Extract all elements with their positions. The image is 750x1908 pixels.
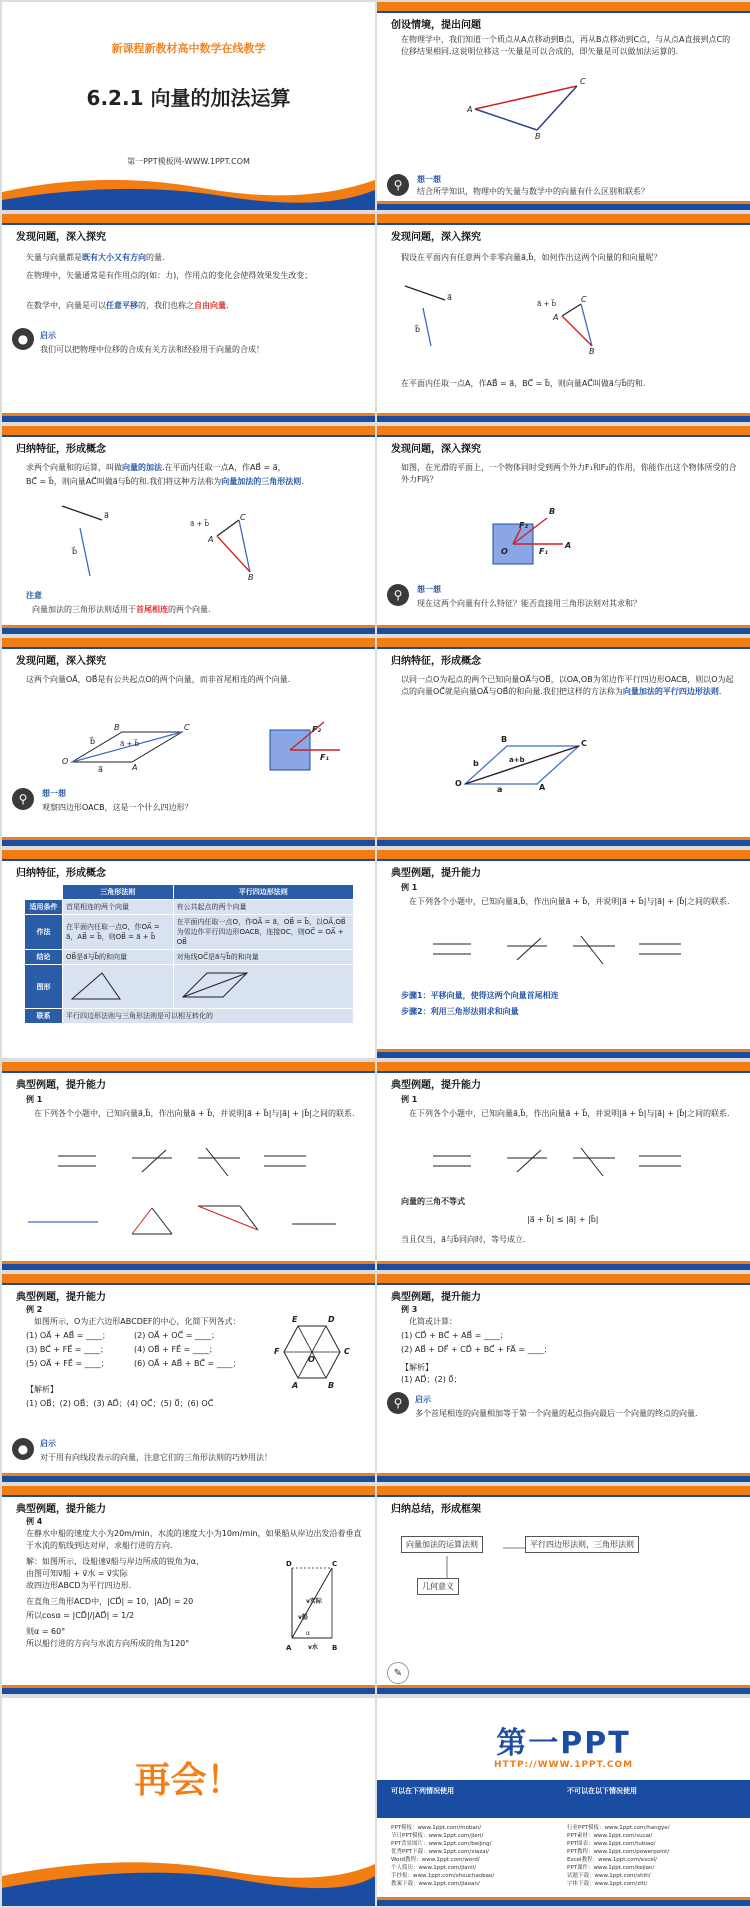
point-label-b: B	[589, 347, 595, 356]
hint-text: 结合所学知识，物理中的矢量与数学中的向量有什么区别和联系？	[417, 187, 649, 196]
summary-box-rules: 向量加法的运算法则	[401, 1536, 483, 1553]
line-1: 矢量与向量都是既有大小又有方向的量.	[26, 253, 165, 262]
vector-a-label: a⃗	[104, 511, 109, 520]
vector-sum-solutions	[2, 1194, 375, 1244]
slide-heading: 典型例题，提升能力	[16, 1504, 106, 1515]
table-row: 图形	[25, 965, 354, 1009]
label-f: F	[274, 1347, 280, 1356]
label-o: O	[62, 757, 69, 766]
label-f1: F₁	[539, 547, 548, 556]
slide-heading: 发现问题，深入探究	[16, 656, 106, 667]
point-label-b: B	[248, 573, 254, 582]
definition-text: 以同一点O为起点的两个已知向量OA⃗与OB⃗，以OA,OB为邻边作平行四边形OACB，则以O为起点的向量OC⃗就是向量OA⃗与OB⃗的和向量.我们把这样的方法称为向量加法的平行四边形法则.	[401, 675, 734, 696]
label-c: C	[581, 739, 587, 748]
parallelogram-figure	[177, 967, 257, 1003]
label-e: E	[292, 1315, 298, 1324]
inequality-formula: |a⃗ + b⃗| ≤ |a⃗| + |b⃗|	[527, 1215, 599, 1224]
hint-label: 启示	[40, 1439, 56, 1448]
vector-a-label: a⃗	[98, 765, 103, 774]
slide-summary	[377, 1486, 750, 1694]
label-f2: F₂	[519, 521, 528, 530]
example-label: 例 2	[26, 1305, 43, 1314]
point-label-c: C	[240, 513, 246, 522]
force-diagram	[377, 498, 750, 578]
triangle-figure	[66, 967, 126, 1003]
magnifier-icon: ⚲	[387, 584, 409, 606]
label-a: A	[292, 1381, 299, 1390]
slide-example-2	[2, 1274, 375, 1482]
slide-explore-2	[377, 214, 750, 422]
answer-label: 【解析】	[401, 1363, 433, 1372]
magnifier-icon: ⚲	[387, 174, 409, 196]
item-5: (5) OA⃗ + FE⃗ = ____；	[26, 1359, 109, 1368]
table-row: 结论 OB⃗是a⃗与b⃗的和向量 对角线OC⃗是a⃗与b⃗的和向量	[25, 950, 354, 965]
allowed-title: 可以在下列情况使用	[391, 1787, 454, 1795]
slide-heading: 归纳特征，形成概念	[16, 868, 106, 879]
point-label-a: A	[467, 105, 473, 114]
label-d: D	[286, 1560, 292, 1568]
slide-concept-1	[2, 426, 375, 634]
slide-heading: 归纳总结，形成框架	[391, 1504, 481, 1515]
label-c: C	[344, 1347, 350, 1356]
label-f1: F₁	[320, 753, 329, 762]
problem-text: 在下列各个小题中，已知向量a⃗,b⃗，作出向量a⃗ + b⃗，并说明|a⃗ + b⃗|与|a⃗| + |b⃗|之间的联系.	[409, 897, 730, 906]
label-v-water: v水	[308, 1644, 318, 1651]
hint-text: 现在这两个向量有什么特征？能否直接用三角形法则对其求和？	[417, 599, 641, 608]
hint-text: 观察四边形OACB，这是一个什么四边形？	[42, 803, 193, 812]
label-alpha: α	[306, 1630, 310, 1637]
label-a: A	[132, 763, 138, 772]
label-v-boat: v船	[298, 1614, 308, 1621]
note-text: 向量加法的三角形法则适用于首尾相连的两个向量.	[32, 605, 211, 614]
lightbulb-icon: ●	[12, 328, 34, 350]
comparison-table	[24, 884, 354, 1024]
label-a: A	[565, 541, 572, 550]
sum-label: a+b	[509, 756, 525, 764]
slide-heading: 典型例题，提升能力	[16, 1080, 106, 1091]
page-title: 6.2.1 向量的加法运算	[86, 86, 291, 110]
slide-explore-3	[377, 426, 750, 634]
line-2: 在物理中，矢量通常是有作用点的(如：力)，作用点的变化会使得效果发生改变；	[26, 271, 313, 280]
summary-box-methods: 平行四边形法则，三角形法则	[525, 1536, 639, 1553]
point-label-a: A	[553, 313, 559, 322]
label-o: O	[501, 547, 508, 556]
slide-heading: 典型例题，提升能力	[16, 1292, 106, 1303]
table-row: 适用条件 首尾相连的两个向量 有公共起点的两个向量	[25, 900, 354, 915]
hint-label: 想一想	[417, 585, 441, 594]
vector-b-label: b⃗	[415, 325, 421, 334]
slide-example-1a	[377, 850, 750, 1058]
problem-intro: 化简或计算：	[409, 1317, 457, 1326]
inequality-title: 向量的三角不等式	[401, 1197, 465, 1206]
hint-label: 启示	[415, 1395, 431, 1404]
example-label: 例 1	[26, 1095, 43, 1104]
slide-example-1b	[2, 1062, 375, 1270]
slide-explore-1	[2, 214, 375, 422]
slide-title	[2, 2, 375, 210]
slide-concept-2	[377, 638, 750, 846]
question-text: 如图，在光滑的平面上，一个物体同时受到两个外力F₁和F₂的作用，你能作出这个物体所受的合外力F吗？	[401, 463, 737, 484]
table-row: 联系 平行四边形法则与三角形法则是可以相互转化的	[25, 1009, 354, 1024]
vector-sum-diagram	[377, 276, 750, 366]
item-1: (1) CD⃗ + BC⃗ + AB⃗ = ____；	[401, 1331, 508, 1340]
parallelogram-rule-diagram	[377, 734, 750, 804]
hint-label: 启示	[40, 331, 56, 340]
solution-line-1: 解：如图所示，设船速v⃗船与岸边所成的锐角为α，	[26, 1557, 205, 1566]
slide-heading: 归纳特征，形成概念	[16, 444, 106, 455]
parallelogram-force-diagram	[2, 698, 375, 778]
solution-line-3: 故四边形ABCD为平行四边形.	[26, 1581, 132, 1590]
slide-heading: 发现问题，深入探究	[16, 232, 106, 243]
label-b: B	[328, 1381, 335, 1390]
vector-sum-label: a⃗ + b⃗	[190, 520, 210, 528]
source-label: 第一PPT模板网-WWW.1PPT.COM	[127, 157, 250, 166]
vector-pairs	[377, 934, 750, 974]
label-v-actual: v实际	[306, 1598, 322, 1605]
label-o: O	[455, 779, 462, 788]
example-label: 例 3	[401, 1305, 418, 1314]
column-header: 平行四边形法则	[173, 885, 353, 900]
slide-heading: 归纳特征，形成概念	[391, 656, 481, 667]
intro-text: 在物理学中，我们知道一个质点从A点移动到B点，再从B点移动到C点，与从点A直接到点C的位移结果相同.这说明位移这一矢量是可以合成的，即矢量是可以做加法运算的.	[401, 35, 731, 56]
label-b: B	[332, 1644, 338, 1652]
slide-heading: 发现问题，深入探究	[391, 232, 481, 243]
answer-label: 【解析】	[26, 1385, 58, 1394]
triangle-rule-diagram	[2, 498, 375, 588]
series-label: 新课程新教材高中数学在线教学	[111, 42, 266, 55]
point-label-c: C	[581, 295, 587, 304]
boat-velocity-diagram	[2, 1558, 375, 1658]
example-label: 例 4	[26, 1517, 43, 1526]
slide-heading: 典型例题，提升能力	[391, 1080, 481, 1091]
slide-example-1c	[377, 1062, 750, 1270]
item-1: (1) OA⃗ + AB⃗ = ____；	[26, 1331, 111, 1340]
question-text: 假设在平面内有任意两个非零向量a⃗,b⃗，如何作出这两个向量的和向量呢？	[401, 253, 662, 262]
label-c: C	[184, 723, 190, 732]
item-6: (6) OA⃗ + AB⃗ + BC⃗ = ____；	[134, 1359, 241, 1368]
solution-line-6: 则α = 60°	[26, 1627, 66, 1636]
point-label-c: C	[580, 77, 586, 86]
label-a: A	[286, 1644, 292, 1652]
vector-pairs	[2, 1146, 375, 1186]
label-c: C	[332, 1560, 338, 1568]
vector-a-label: a	[497, 785, 503, 794]
table-row: 作法 在平面内任取一点O，作OA⃗ = a⃗，AB⃗ = b⃗，则OB⃗ = a⃗ + b⃗ 在平面内任取一点O，作OA⃗ = a⃗，OB⃗ = b⃗，以OA⃗,OB⃗为邻边作平行四边形OACB，连接OC，则OC⃗ = OA⃗ + OB⃗	[25, 915, 354, 950]
slide-situation	[377, 2, 750, 210]
forbidden-title: 不可以在以下情况使用	[567, 1787, 637, 1795]
vector-pairs	[377, 1146, 750, 1186]
slide-publisher	[377, 1698, 750, 1906]
problem-intro: 如图所示，O为正六边形ABCDEF的中心，化简下列各式：	[34, 1317, 241, 1326]
wave-decoration	[2, 170, 375, 210]
wave-decoration	[2, 1846, 375, 1906]
line-1: 求两个向量和的运算，叫做向量的加法.在平面内任取一点A，作AB⃗ = a⃗，	[26, 463, 286, 472]
inequality-note: 当且仅当，a⃗与b⃗同向时，等号成立.	[401, 1235, 526, 1244]
slide-comparison	[2, 850, 375, 1058]
example-label: 例 1	[401, 883, 418, 892]
label-a: A	[539, 783, 546, 792]
vector-a-label: a⃗	[447, 293, 452, 302]
notebook-icon: ✎	[387, 1662, 409, 1684]
slide-heading: 发现问题，深入探究	[391, 444, 481, 455]
item-3: (3) BC⃗ + FE⃗ = ____；	[26, 1345, 109, 1354]
slide-goodbye	[2, 1698, 375, 1906]
vector-b-label: b⃗	[90, 737, 96, 746]
magnifier-icon: ⚲	[387, 1392, 409, 1414]
magnifier-icon: ⚲	[12, 788, 34, 810]
hint-text: 对于用有向线段表示的向量，注意它们的三角形法则的巧妙用法！	[40, 1453, 272, 1462]
vector-b-label: b	[473, 759, 479, 768]
left-links: PPT模板：www.1ppt.com/moban/ 节日PPT模板：www.1ppt.com/jieri/ PPT背景图片：www.1ppt.com/beijing/ 优秀PPT下载：www.1ppt.com/xiazai/ Word教程：www.1ppt.com/word/ 个人简历：www.1ppt.com/jianli/ 手抄报：www.1ppt.com/shouchaobao/ 教案下载：www.1ppt.com/jiaoan/	[391, 1825, 495, 1887]
right-links: 行业PPT模板：www.1ppt.com/hangye/ PPT素材：www.1ppt.com/sucai/ PPT图表：www.1ppt.com/tubiao/ PPT教程：www.1ppt.com/powerpoint/ Excel教程：www.1ppt.com/excel/ PPT课件：www.1ppt.com/kejian/ 试题下载：www.1ppt.com/shiti/ 字体下载：www.1ppt.com/ziti/	[567, 1825, 670, 1887]
line-2: BC⃗ = b⃗，则向量AC⃗叫做a⃗与b⃗的和.我们将这种方法称为向量加法的三角形法则.	[26, 477, 304, 486]
column-header: 三角形法则	[63, 885, 174, 900]
step-2: 步骤2：利用三角形法则求和向量	[401, 1007, 519, 1016]
slide-heading: 典型例题，提升能力	[391, 1292, 481, 1303]
answer-text: (1) OB⃗；(2) OB⃗；(3) AD⃗；(4) OC⃗；(5) 0⃗；(6) OC⃗	[26, 1399, 214, 1408]
vector-sum-label: a⃗ + b⃗	[537, 300, 557, 308]
lightbulb-icon: ●	[12, 1438, 34, 1460]
note-label: 注意	[26, 591, 42, 600]
hint-text: 多个首尾相连的向量相加等于第一个向量的起点指向最后一个向量的终点的向量.	[415, 1409, 698, 1418]
label-b: B	[549, 507, 556, 516]
table-header-row	[25, 885, 354, 900]
slide-heading: 典型例题，提升能力	[391, 868, 481, 879]
slide-heading: 创设情境，提出问题	[391, 20, 481, 31]
goodbye-text: 再会！	[134, 1760, 243, 1801]
point-label-b: B	[535, 132, 541, 141]
solution-line-5: 所以cosα = |CD⃗|/|AD⃗| = 1/2	[26, 1611, 135, 1620]
hint-label: 想一想	[42, 789, 66, 798]
summary-box-meaning: 几何意义	[417, 1578, 459, 1595]
label-b: B	[114, 723, 120, 732]
slide-example-3	[377, 1274, 750, 1482]
problem-text: 在静水中船的速度大小为20m/min，水流的速度大小为10m/min，如果船从岸边出发沿着垂直于水流的航线到达对岸，求船行进的方向.	[26, 1529, 362, 1550]
label-b: B	[501, 735, 508, 744]
label-d: D	[328, 1315, 335, 1324]
item-2: (2) AB⃗ + DF⃗ + CD⃗ + BC⃗ + FA⃗ = ____；	[401, 1345, 552, 1354]
slide-example-4	[2, 1486, 375, 1694]
answer-text: (1) AD⃗；(2) 0⃗；	[401, 1375, 462, 1384]
problem-text: 在下列各个小题中，已知向量a⃗,b⃗，作出向量a⃗ + b⃗，并说明|a⃗ + b⃗|与|a⃗| + |b⃗|之间的联系.	[409, 1109, 730, 1118]
vector-b-label: b⃗	[72, 547, 78, 556]
publisher-url: HTTP://WWW.1PPT.COM	[493, 1760, 634, 1770]
hint-text: 我们可以把物理中位移的合成有关方法和经验用于向量的合成！	[40, 345, 264, 354]
vector-sum-label: a⃗ + b⃗	[120, 740, 140, 748]
label-o: O	[308, 1355, 315, 1364]
solution-line-7: 所以船行进的方向与水流方向所成的角为120°	[26, 1639, 190, 1648]
displacement-diagram	[377, 82, 750, 172]
label-f2: F₂	[312, 725, 321, 734]
point-label-a: A	[208, 535, 214, 544]
slide-explore-4	[2, 638, 375, 846]
step-1: 步骤1：平移向量，使得这两个向量首尾相连	[401, 991, 559, 1000]
item-2: (2) OA⃗ + OC⃗ = ____；	[134, 1331, 219, 1340]
solution-line-2: 由图可知v⃗船 + v⃗水 = v⃗实际	[26, 1569, 128, 1578]
summary-connectors	[377, 1546, 750, 1606]
problem-text: 在下列各个小题中，已知向量a⃗,b⃗，作出向量a⃗ + b⃗，并说明|a⃗ + b⃗|与|a⃗| + |b⃗|之间的联系.	[34, 1109, 355, 1118]
item-4: (4) OB⃗ + FE⃗ = ____；	[134, 1345, 217, 1354]
solution-line-4: 在直角三角形ACD中，|CD⃗| = 10，|AD⃗| = 20	[26, 1597, 194, 1606]
line-3: 在数学中，向量是可以任意平移的，我们也称之自由向量.	[26, 301, 229, 310]
hint-label: 想一想	[417, 175, 441, 184]
definition-text: 在平面内任取一点A，作AB⃗ = a⃗，BC⃗ = b⃗，则向量AC⃗叫做a⃗与b⃗的和.	[401, 379, 646, 388]
publisher-logo: 第一PPT	[496, 1726, 631, 1761]
example-label: 例 1	[401, 1095, 418, 1104]
observation-text: 这两个向量OA⃗，OB⃗是有公共起点O的两个向量，而非首尾相连的两个向量.	[26, 675, 291, 684]
